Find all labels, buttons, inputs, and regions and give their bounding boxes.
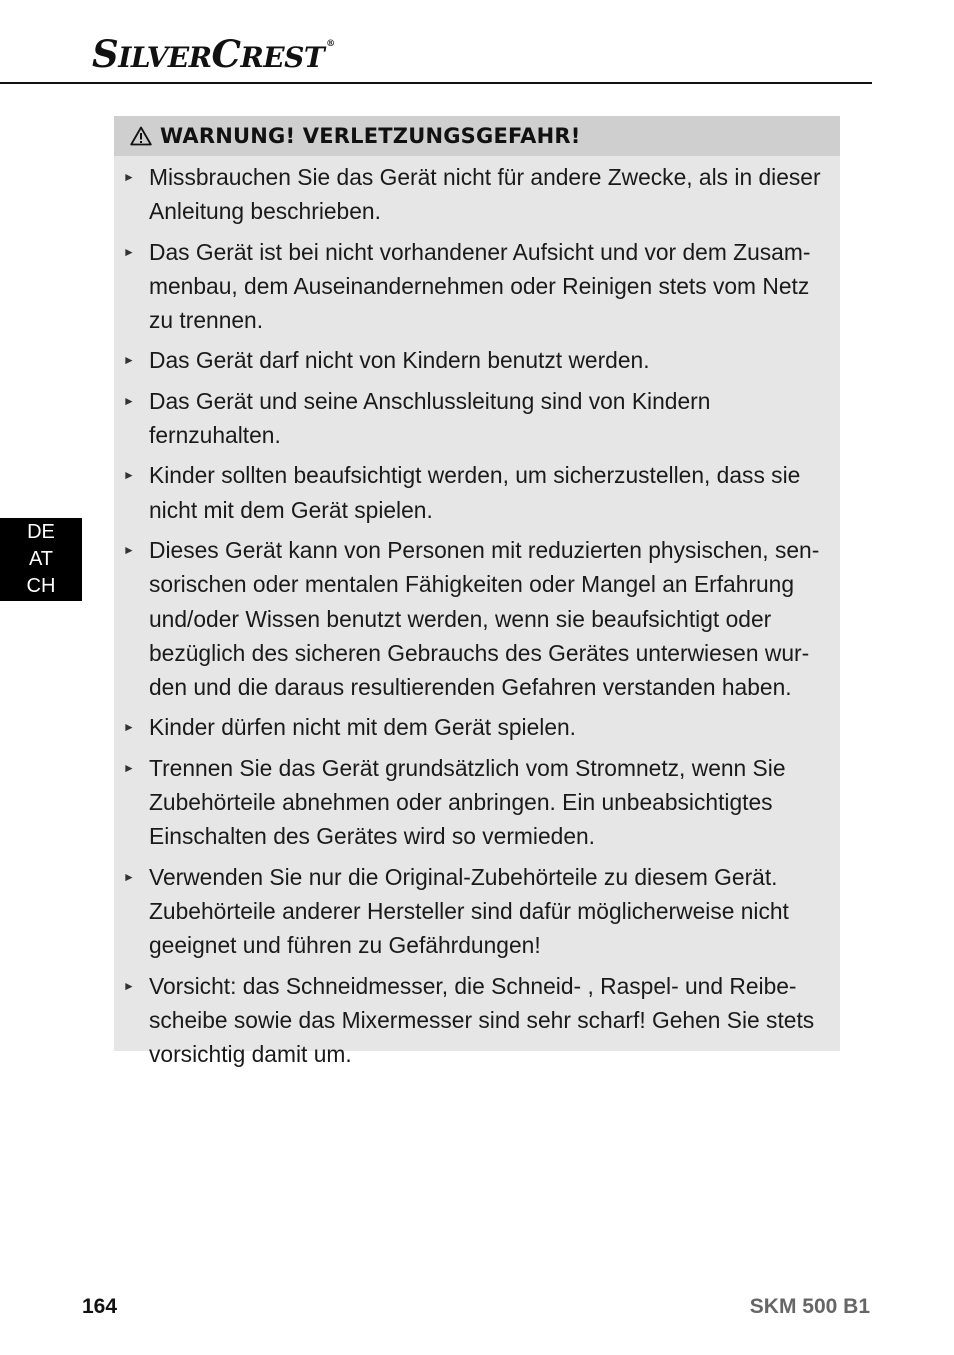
warning-item-line: sorischen oder mentalen Fähigkeiten oder Mangel an Erfahrung — [149, 571, 795, 598]
warning-item-line: menbau, dem Auseinandernehmen oder Reinigen stets vom Netz — [149, 272, 810, 299]
triangle-right-bullet-icon: ► — [123, 468, 135, 483]
model-number: SKM 500 B1 — [749, 1295, 870, 1318]
warning-item-line: Zubehörteile abnehmen oder anbringen. Ein unbeabsichtigtes — [149, 789, 773, 816]
warning-item-line: nicht mit dem Gerät spielen. — [149, 496, 433, 523]
warning-item-line: Anleitung beschrieben. — [149, 198, 381, 225]
language-tab — [0, 518, 82, 601]
warning-item-line: den und die daraus resultierenden Gefahren verstanden haben. — [149, 674, 792, 701]
triangle-right-bullet-icon: ► — [123, 760, 135, 775]
warning-item-line: zu trennen. — [149, 307, 264, 334]
warning-item — [114, 458, 826, 527]
warning-item-line: Das Gerät darf nicht von Kindern benutzt werden. — [149, 347, 650, 374]
warning-item-line: Missbrauchen Sie das Gerät nicht für andere Zwecke, als in dieser — [149, 164, 821, 190]
warning-item-line: Einschalten des Gerätes wird so vermieden. — [149, 823, 596, 850]
warning-item — [114, 384, 826, 453]
triangle-right-bullet-icon: ► — [123, 978, 135, 993]
logo-letter-c: C — [211, 32, 241, 76]
warning-list — [114, 156, 840, 1071]
warning-item — [114, 969, 826, 1072]
language-code: CH — [26, 575, 56, 597]
header-rule — [0, 82, 872, 84]
warning-item-line: Kinder dürfen nicht mit dem Gerät spielen. — [149, 714, 577, 741]
warning-item — [114, 751, 826, 854]
logo-text-ilver: ILVER — [118, 41, 212, 74]
warning-item — [114, 235, 826, 338]
warning-header — [114, 116, 840, 156]
warning-triangle-icon — [130, 126, 152, 146]
warning-item-line: Verwenden Sie nur die Original-Zubehörteile zu diesem Gerät. — [149, 863, 778, 890]
warning-item-line: vorsichtig damit um. — [149, 1041, 352, 1068]
warning-item-line: Trennen Sie das Gerät grundsätzlich vom Stromnetz, wenn Sie — [149, 754, 786, 781]
warning-item-line: Zubehörteile anderer Hersteller sind dafür möglicherweise nicht — [149, 897, 789, 924]
language-code: AT — [28, 548, 54, 570]
warning-item-line: Vorsicht: das Schneidmesser, die Schneid- , Raspel- und Reibe- — [149, 972, 797, 999]
triangle-right-bullet-icon: ► — [123, 720, 135, 735]
triangle-right-bullet-icon: ► — [123, 244, 135, 259]
warning-item-line: Das Gerät und seine Anschlussleitung sind von Kindern fernzuhalten. — [149, 387, 711, 449]
language-code: DE — [27, 521, 55, 543]
warning-item-line: bezüglich des sicheren Gebrauchs des Gerätes unterwiesen wur- — [149, 639, 810, 666]
warning-item-line: geeignet und führen zu Gefährdungen! — [149, 932, 541, 959]
warning-box — [114, 116, 840, 1068]
registered-mark: ® — [326, 39, 335, 49]
warning-item — [114, 160, 826, 229]
warning-item — [114, 343, 826, 377]
logo-letter-s: S — [92, 32, 119, 76]
triangle-right-bullet-icon: ► — [123, 869, 135, 884]
triangle-right-bullet-icon: ► — [123, 353, 135, 368]
warning-item — [114, 533, 826, 704]
warning-item-line: Das Gerät ist bei nicht vorhandener Aufsicht und vor dem Zusam- — [149, 238, 811, 265]
triangle-right-bullet-icon: ► — [123, 542, 135, 557]
warning-item-line: Dieses Gerät kann von Personen mit reduzierten physischen, sen- — [149, 536, 820, 563]
warning-item-line: Kinder sollten beaufsichtigt werden, um sicherzustellen, dass sie — [149, 462, 801, 489]
warning-item-line: scheibe sowie das Mixermesser sind sehr scharf! Gehen Sie stets — [149, 1006, 815, 1033]
warning-item-line: und/oder Wissen benutzt werden, wenn sie beaufsichtigt oder — [149, 605, 772, 632]
warning-title: WARNUNG! VERLETZUNGSGEFAHR! — [160, 124, 581, 148]
silvercrest-logo — [92, 32, 335, 76]
warning-item — [114, 710, 826, 744]
triangle-right-bullet-icon: ► — [123, 393, 135, 408]
triangle-right-bullet-icon: ► — [123, 170, 135, 184]
logo-text-rest: REST — [240, 41, 325, 74]
page-number: 164 — [82, 1295, 118, 1318]
warning-item — [114, 860, 826, 963]
